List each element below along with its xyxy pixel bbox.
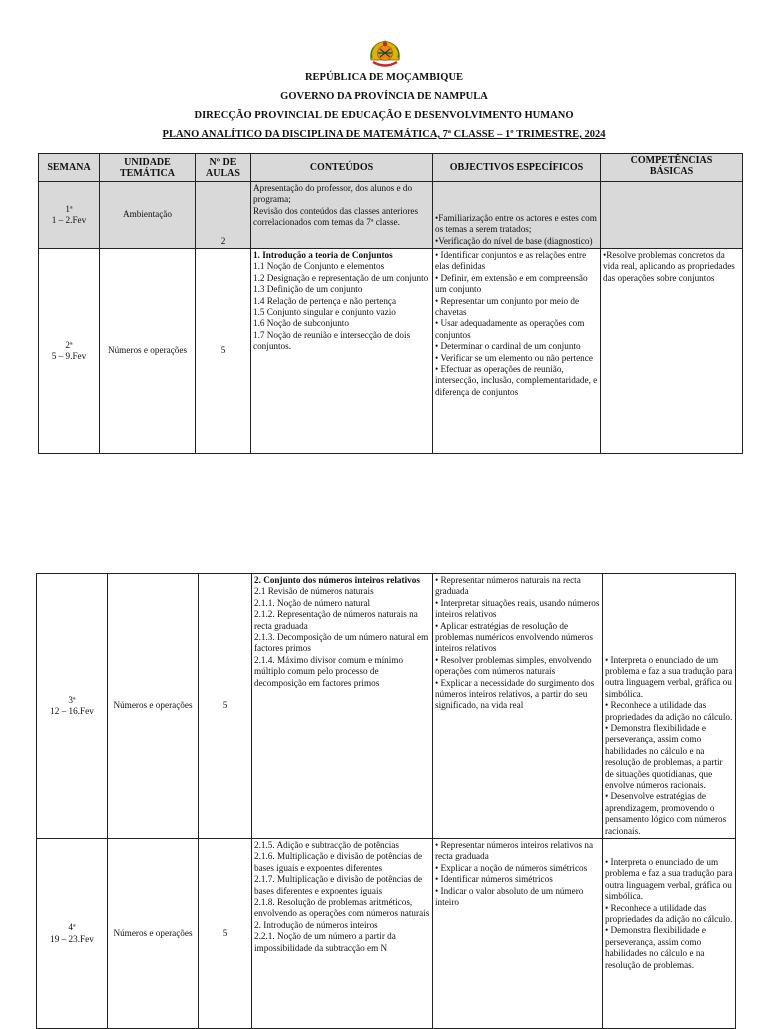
- col-header-competencias: COMPETÊNCIAS BÁSICAS: [601, 154, 743, 182]
- competencies-cell: •Resolve problemas concretos da vida real, aplicando as propriedades das operações sobre conjuntos: [601, 249, 743, 454]
- unit-cell: Números e operações: [108, 574, 199, 839]
- document-title: PLANO ANALÍTICO DA DISCIPLINA DE MATEMÁTICA, 7ª CLASSE – 1º TRIMESTRE, 2024: [162, 129, 606, 140]
- lessons-cell: 5: [199, 574, 252, 839]
- table-header-row: [39, 154, 743, 182]
- header-direction: DIRECÇÃO PROVINCIAL DE EDUCAÇÃO E DESENVOLVIMENTO HUMANO: [194, 110, 574, 121]
- contents-cell: 1. Introdução a teoria de Conjuntos 1.1 Noção de Conjunto e elementos 1.2 Designação e representação de um conjunto 1.3 Definição de um conjunto 1.4 Relação de pertença e não pertença 1.5 Conjunto singular e conjunto vazio 1.6 Noção de subconjunto 1.7 Noção de reunião e intersecção de dois conjuntos.: [251, 249, 433, 454]
- table-row: [39, 249, 743, 454]
- table-row: [37, 839, 736, 1029]
- competencies-cell: • Interpreta o enunciado de um problema e faz a sua tradução para outra linguagem verbal, gráfica ou simbólica. • Reconhece a utilidade das propriedades da adição no cálculo. • Demonstra flexibilidade e perseverança, assim como habilidades no cálculo e na resolução de problemas.: [603, 839, 736, 1029]
- objectives-cell: • Representar números naturais na recta graduada • Interpretar situações reais, usando números inteiros relativos • Aplicar estratégias de resolução de problemas numéricos envolvendo números inteiros relativos • Resolver problemas simples, envolvendo operações com números naturais • Explicar a necessidade do surgimento dos números inteiros relativos, a partir do seu significado, na vida real: [433, 574, 603, 839]
- contents-cell: 2.1.5. Adição e subtracção de potências 2.1.6. Multiplicação e divisão de potências de bases iguais e expoentes diferentes 2.1.7. Multiplicação e divisão de potências de bases diferentes e expoentes iguais 2.1.8. Resolução de problemas aritméticos, envolvendo as operações com números naturais 2. Introdução de números inteiros 2.2.1. Noção de um número a partir da impossibilidade da subtracção em N: [252, 839, 433, 1029]
- week-cell: 4ª 19 – 23.Fev: [37, 839, 108, 1029]
- plan-table-page-2: [36, 573, 736, 1029]
- header-government: GOVERNO DA PROVÍNCIA DE NAMPULA: [280, 91, 488, 102]
- mozambique-emblem-icon: [367, 38, 403, 70]
- lessons-cell: 5: [196, 249, 251, 454]
- plan-table-page-1: [38, 153, 743, 454]
- col-header-unidade: UNIDADE TEMÁTICA: [100, 154, 196, 182]
- competencies-cell: [601, 182, 743, 249]
- contents-cell: 2. Conjunto dos números inteiros relativos 2.1 Revisão de números naturais 2.1.1. Noção de número natural 2.1.2. Representação de números naturais na recta graduada 2.1.3. Decomposição de um número natural em factores primos 2.1.4. Máximo divisor comum e mínimo múltiplo comum pelo processo de decomposição em factores primos: [252, 574, 433, 839]
- col-header-semana: SEMANA: [39, 154, 100, 182]
- objectives-cell: • Representar números inteiros relativos na recta graduada • Explicar a noção de números simétricos • Identificar números simétricos • Indicar o valor absoluto de um número inteiro: [433, 839, 603, 1029]
- header-republic: REPÚBLICA DE MOÇAMBIQUE: [304, 72, 464, 83]
- table-row: [37, 574, 736, 839]
- competencies-cell: • Interpreta o enunciado de um problema e faz a sua tradução para outra linguagem verbal, gráfica ou simbólica. • Reconhece a utilidade das propriedades da adição no cálculo. • Demonstra flexibilidade e perseverança, assim como habilidades no cálculo e na resolução de problemas, a partir de situações quotidianas, que envolve números racionais. • Desenvolve estratégias de aprendizagem, promovendo o pensamento lógico com números racionais.: [603, 574, 736, 839]
- table-row: [39, 182, 743, 249]
- week-cell: 2ª 5 – 9.Fev: [39, 249, 100, 454]
- col-header-conteudos: CONTEÚDOS: [251, 154, 433, 182]
- lessons-cell: 5: [199, 839, 252, 1029]
- contents-cell: Apresentação do professor, dos alunos e do programa; Revisão dos conteúdos das classes anteriores correlacionados com temas da 7ª classe.: [251, 182, 433, 249]
- week-cell: 1ª 1 – 2.Fev: [39, 182, 100, 249]
- unit-cell: Ambientação: [100, 182, 196, 249]
- unit-cell: Números e operações: [108, 839, 199, 1029]
- unit-cell: Números e operações: [100, 249, 196, 454]
- objectives-cell: •Familiarização entre os actores e estes com os temas a serem tratados; •Verificação do nível de base (diagnostico): [433, 182, 601, 249]
- objectives-cell: • Identificar conjuntos e as relações entre elas definidas • Definir, em extensão e em compreensão um conjunto • Representar um conjunto por meio de chavetas • Usar adequadamente as operações com conjuntos • Determinar o cardinal de um conjunto • Verificar se um elemento ou não pertence • Efectuar as operações de reunião, intersecção, inclusão, complementaridade, e diferença de conjuntos: [433, 249, 601, 454]
- lessons-cell: 2: [196, 182, 251, 249]
- week-cell: 3ª 12 – 16.Fev: [37, 574, 108, 839]
- col-header-objectivos: OBJECTIVOS ESPECÍFICOS: [433, 154, 601, 182]
- col-header-aulas: Nº DE AULAS: [196, 154, 251, 182]
